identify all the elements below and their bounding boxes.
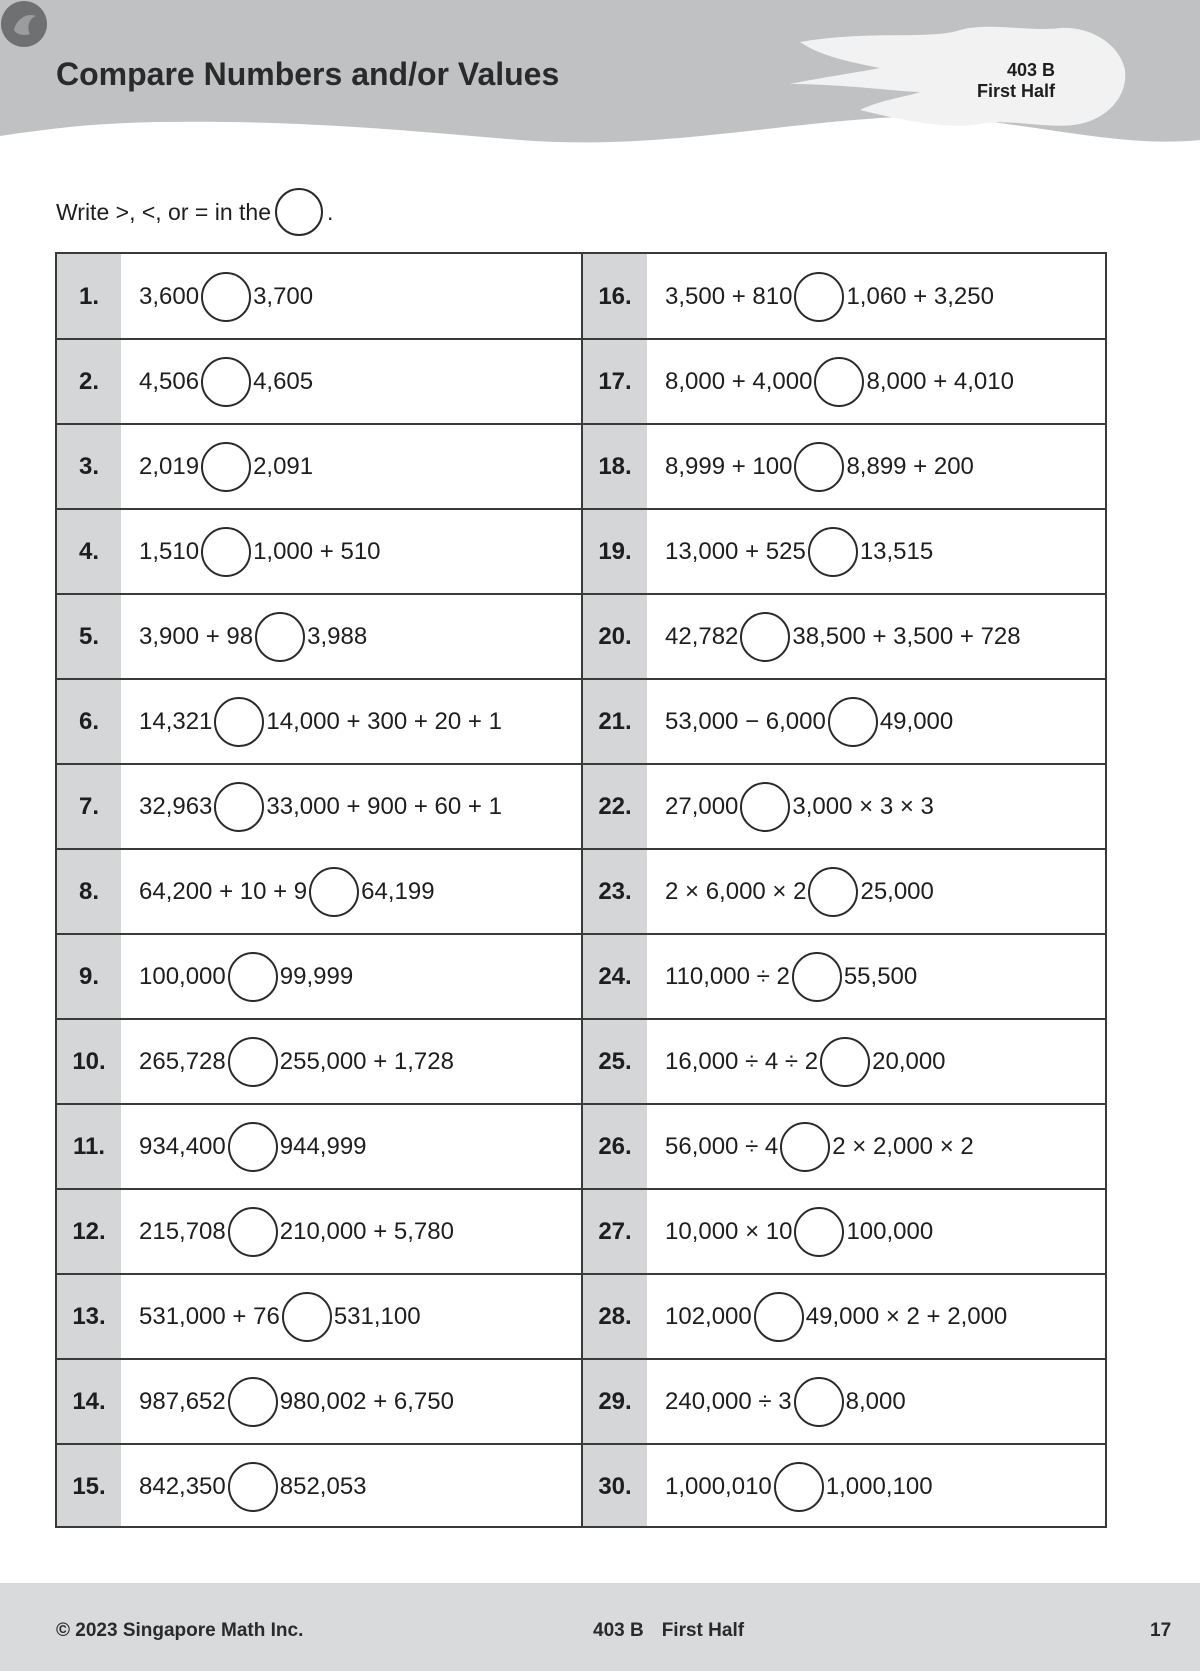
row-divider: [57, 848, 1105, 850]
problem-expression: [139, 594, 367, 679]
right-expression: 13,515: [859, 537, 934, 565]
problem-number: 8.: [78, 877, 99, 905]
table-row: [57, 339, 1105, 424]
right-expression: 64,199: [361, 877, 435, 905]
left-expression: 14,321: [139, 707, 213, 735]
problem-expression: [139, 934, 353, 1019]
table-row: [57, 849, 1105, 934]
problem-number: 13.: [72, 1302, 106, 1330]
answer-circle[interactable]: [201, 442, 251, 492]
table-row: [57, 679, 1105, 764]
right-expression: 4,605: [253, 367, 314, 395]
problem-expression: [665, 509, 933, 594]
right-expression: 8,000: [845, 1387, 906, 1415]
table-row: [57, 1274, 1105, 1359]
right-expression: 8,899 + 200: [846, 452, 974, 480]
answer-circle[interactable]: [228, 1462, 278, 1512]
problem-expression: [665, 849, 934, 934]
footer-copyright: © 2023 Singapore Math Inc.: [56, 1620, 304, 1641]
right-expression: 25,000: [860, 877, 934, 905]
answer-circle[interactable]: [201, 357, 251, 407]
answer-circle[interactable]: [792, 952, 842, 1002]
right-expression: 1,000,100: [825, 1472, 933, 1500]
row-divider: [57, 423, 1105, 425]
table-row: [57, 424, 1105, 509]
problem-expression: [665, 1359, 906, 1444]
left-expression: 100,000: [139, 962, 226, 990]
answer-circle[interactable]: [780, 1122, 830, 1172]
right-expression: 210,000 + 5,780: [279, 1217, 454, 1245]
problem-number: 28.: [598, 1302, 632, 1330]
right-expression: 3,000 × 3 × 3: [792, 792, 934, 820]
answer-circle[interactable]: [228, 1207, 278, 1257]
answer-circle[interactable]: [774, 1462, 824, 1512]
instructions: [56, 188, 333, 236]
row-divider: [57, 1443, 1105, 1445]
left-expression: 2 × 6,000 × 2: [665, 877, 807, 905]
problem-number: 16.: [598, 282, 632, 310]
left-expression: 1,510: [139, 537, 200, 565]
problem-number: 7.: [78, 792, 99, 820]
left-expression: 8,999 + 100: [665, 452, 793, 480]
problem-number: 20.: [598, 622, 632, 650]
instructions-text: Write >, <, or = in the: [56, 198, 271, 225]
left-expression: 27,000: [665, 792, 739, 820]
problem-expression: [665, 679, 953, 764]
table-row: [57, 254, 1105, 339]
right-expression: 531,100: [333, 1302, 421, 1330]
left-expression: 3,600: [139, 282, 200, 310]
problem-number: 18.: [598, 452, 632, 480]
problem-number: 2.: [78, 367, 99, 395]
right-expression: 8,000 + 4,010: [866, 367, 1014, 395]
problem-expression: [139, 1189, 454, 1274]
problem-number: 29.: [598, 1387, 632, 1415]
table-row: [57, 1104, 1105, 1189]
answer-circle[interactable]: [255, 612, 305, 662]
answer-circle[interactable]: [214, 782, 264, 832]
answer-circle[interactable]: [794, 442, 844, 492]
problem-expression: [139, 254, 313, 339]
table-row: [57, 509, 1105, 594]
problem-number: 3.: [78, 452, 99, 480]
answer-circle[interactable]: [228, 1122, 278, 1172]
left-expression: 1,000,010: [665, 1472, 772, 1500]
problem-number: 10.: [72, 1047, 106, 1075]
problem-number: 11.: [72, 1132, 106, 1160]
table-row: [57, 1189, 1105, 1274]
left-expression: 265,728: [139, 1047, 226, 1075]
left-expression: 42,782: [665, 622, 739, 650]
left-expression: 56,000 ÷ 4: [665, 1132, 779, 1160]
instructions-period: .: [327, 198, 334, 225]
left-expression: 4,506: [139, 367, 200, 395]
row-divider: [57, 508, 1105, 510]
footer-code: 403 B: [593, 1620, 644, 1641]
right-expression: 2,091: [253, 452, 314, 480]
problem-number: 9.: [78, 962, 99, 990]
row-divider: [57, 1018, 1105, 1020]
left-expression: 240,000 ÷ 3: [665, 1387, 792, 1415]
page-title: Compare Numbers and/or Values: [56, 56, 560, 92]
left-expression: 32,963: [139, 792, 213, 820]
problem-number: 5.: [78, 622, 99, 650]
problem-expression: [139, 764, 502, 849]
sun-moon-icon: [0, 0, 48, 48]
problem-expression: [665, 934, 917, 1019]
header-badge: [940, 60, 1055, 102]
problem-number: 12.: [72, 1217, 106, 1245]
problem-number: 21.: [598, 707, 632, 735]
answer-circle[interactable]: [309, 867, 359, 917]
table-row: [57, 1444, 1105, 1528]
row-divider: [57, 593, 1105, 595]
problems-table: [55, 252, 1107, 1528]
answer-circle[interactable]: [740, 612, 790, 662]
right-expression: 99,999: [279, 962, 354, 990]
left-expression: 16,000 ÷ 4 ÷ 2: [665, 1047, 819, 1075]
answer-circle[interactable]: [814, 357, 864, 407]
badge-code: 403 B: [1006, 60, 1055, 80]
problem-expression: [665, 1189, 933, 1274]
problem-expression: [665, 1104, 974, 1189]
right-expression: 3,988: [307, 622, 368, 650]
table-row: [57, 594, 1105, 679]
row-divider: [57, 1103, 1105, 1105]
problem-number: 17.: [598, 367, 632, 395]
problem-number: 26.: [598, 1132, 632, 1160]
right-expression: 255,000 + 1,728: [279, 1047, 454, 1075]
table-row: [57, 934, 1105, 1019]
problem-expression: [665, 339, 1014, 424]
left-expression: 531,000 + 76: [139, 1302, 280, 1330]
left-expression: 987,652: [139, 1387, 226, 1415]
answer-circle[interactable]: [201, 527, 251, 577]
answer-circle[interactable]: [214, 697, 264, 747]
right-expression: 1,000 + 510: [253, 537, 381, 565]
answer-circle[interactable]: [794, 1207, 844, 1257]
problem-number: 23.: [598, 877, 632, 905]
problem-expression: [139, 1359, 454, 1444]
problem-number: 15.: [72, 1472, 106, 1500]
problem-number: 25.: [598, 1047, 632, 1075]
problem-expression: [665, 254, 994, 339]
problem-expression: [139, 849, 435, 934]
problem-expression: [665, 1019, 946, 1104]
problem-number: 14.: [72, 1387, 106, 1415]
problem-number: 30.: [598, 1472, 632, 1500]
problem-number: 6.: [78, 707, 99, 735]
right-expression: 33,000 + 900 + 60 + 1: [266, 792, 502, 820]
problem-number: 27.: [598, 1217, 632, 1245]
left-expression: 64,200 + 10 + 9: [139, 877, 308, 905]
left-expression: 3,500 + 810: [665, 282, 793, 310]
right-expression: 852,053: [279, 1472, 367, 1500]
footer-book-info: [593, 1620, 762, 1642]
right-expression: 100,000: [846, 1217, 934, 1245]
answer-circle[interactable]: [794, 1377, 844, 1427]
footer-half: First Half: [661, 1620, 745, 1641]
right-expression: 38,500 + 3,500 + 728: [792, 622, 1021, 650]
row-divider: [57, 1188, 1105, 1190]
answer-circle[interactable]: [228, 1377, 278, 1427]
problem-number: 19.: [598, 537, 632, 565]
problem-number: 1.: [78, 282, 99, 310]
row-divider: [57, 1358, 1105, 1360]
row-divider: [57, 763, 1105, 765]
left-expression: 8,000 + 4,000: [665, 367, 813, 395]
problem-expression: [139, 1104, 367, 1189]
left-expression: 3,900 + 98: [139, 622, 254, 650]
left-expression: 934,400: [139, 1132, 226, 1160]
row-divider: [57, 678, 1105, 680]
page-header: [0, 0, 1200, 160]
table-row: [57, 764, 1105, 849]
right-expression: 2 × 2,000 × 2: [832, 1132, 974, 1160]
answer-circle[interactable]: [228, 952, 278, 1002]
problem-number: 24.: [598, 962, 632, 990]
answer-circle[interactable]: [740, 782, 790, 832]
problem-expression: [139, 1019, 454, 1104]
row-divider: [57, 933, 1105, 935]
problem-expression: [665, 1274, 1007, 1359]
badge-half: First Half: [976, 81, 1055, 101]
right-expression: 3,700: [253, 282, 314, 310]
problem-expression: [665, 424, 974, 509]
right-expression: 49,000: [879, 707, 954, 735]
answer-circle[interactable]: [282, 1292, 332, 1342]
answer-circle[interactable]: [808, 867, 858, 917]
right-expression: 980,002 + 6,750: [279, 1387, 454, 1415]
left-expression: 102,000: [665, 1302, 752, 1330]
table-row: [57, 1019, 1105, 1104]
row-divider: [57, 338, 1105, 340]
page-number: 17: [1150, 1620, 1172, 1641]
problem-expression: [139, 1444, 367, 1528]
answer-circle[interactable]: [201, 272, 251, 322]
left-expression: 53,000 − 6,000: [665, 707, 826, 735]
right-expression: 55,500: [843, 962, 918, 990]
problem-expression: [665, 764, 934, 849]
row-divider: [57, 1273, 1105, 1275]
left-expression: 10,000 × 10: [665, 1217, 793, 1245]
problem-number: 4.: [78, 537, 99, 565]
problem-expression: [139, 509, 381, 594]
answer-circle[interactable]: [228, 1037, 278, 1087]
right-expression: 14,000 + 300 + 20 + 1: [266, 707, 502, 735]
problem-number: 22.: [598, 792, 632, 820]
right-expression: 20,000: [872, 1047, 946, 1075]
left-expression: 215,708: [139, 1217, 226, 1245]
answer-circle[interactable]: [754, 1292, 804, 1342]
right-expression: 49,000 × 2 + 2,000: [805, 1302, 1008, 1330]
left-expression: 842,350: [139, 1472, 226, 1500]
right-expression: 944,999: [279, 1132, 367, 1160]
problem-expression: [139, 679, 502, 764]
problem-expression: [139, 339, 313, 424]
answer-circle[interactable]: [828, 697, 878, 747]
answer-circle[interactable]: [808, 527, 858, 577]
problem-expression: [139, 424, 313, 509]
answer-circle[interactable]: [820, 1037, 870, 1087]
answer-circle[interactable]: [794, 272, 844, 322]
problem-expression: [665, 594, 1021, 679]
left-expression: 2,019: [139, 452, 200, 480]
problem-expression: [139, 1274, 421, 1359]
answer-circle-example: [275, 188, 323, 236]
right-expression: 1,060 + 3,250: [846, 282, 994, 310]
left-expression: 110,000 ÷ 2: [665, 962, 790, 990]
problem-expression: [665, 1444, 933, 1528]
left-expression: 13,000 + 525: [665, 537, 806, 565]
table-row: [57, 1359, 1105, 1444]
